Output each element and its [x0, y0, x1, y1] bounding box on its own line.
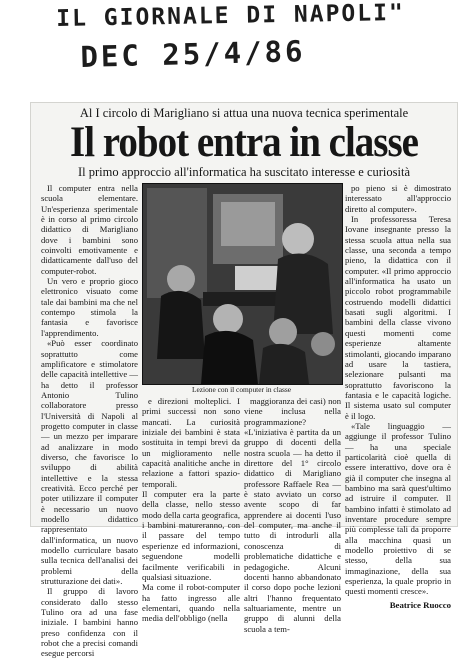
newspaper-clipping [30, 102, 458, 659]
col2-text: e direzioni molteplici. I primi successi non sono mancati. La curiosità iniziale dei bambini è stata sostituita in tempi brevi da un miglioramento nelle capacità analitiche anche in relazione a fattori spazio-temporali. Il computer era la parte della classe, nello stesso modo della carta geografica, i bambini matureranno, con il passare del tempo esperienze ed informazioni, seguendone modelli facilmente verificabili in qualsiasi situazione. Ma come il robot-computer ha fatto ingresso alle elementari, quando nella media dell'obbligo (nella [142, 396, 240, 624]
col1-paragraph: Il computer entra nella scuola elementare. Un'esperienza sperimentale è in corso al primo circolo didattico di Marigliano dove i bambini sono coinvolti emotivamente e didatticamente dall'uso del computer-robot. [41, 183, 138, 276]
article-column-2 [142, 396, 240, 624]
handwritten-source-note: IL GIORNALE DI NAPOLI" [56, 0, 406, 32]
article-column-4 [345, 183, 451, 610]
article-column-3 [244, 396, 341, 634]
col4-paragraph: «Tale linguaggio — aggiunge il professor Tulino — ha una speciale particolarità cioè quella di essere interattivo, dove ora è già il computer che insegna al bambino ma sarà quest'ultimo ad istruire il computer. Il bambino infatti è stimolato ad inventare procedure sempre più complesse tali da proporre alla macchina quasi un modello proiettivo di se stesso, della sua immaginazione, della sua esperienza, la quale proprio in questi momenti cresce». [345, 420, 451, 597]
article-subhead: Il primo approccio all'informatica ha suscitato interesse e curiosità [78, 165, 410, 179]
article-kicker: Al I circolo di Marigliano si attua una nuova tecnica sperimentale [79, 106, 409, 120]
col4-paragraph: po pieno si è dimostrato interessato all'approccio diretto al computer». [345, 183, 451, 214]
article-headline: Il robot entra in classe [70, 117, 418, 166]
photo-caption: Lezione con il computer in classe [191, 385, 292, 394]
article-column-1 [41, 183, 138, 659]
col1-paragraph: Un vero e proprio gioco elettronico visuato come tale dai bambini ma che nel contempo stimola la fantasia e favorisce l'apprendimento. [41, 276, 138, 338]
col1-paragraph: Il gruppo di lavoro considerato dallo stesso Tulino ora ad una fase iniziale. I bambini hanno preso confidenza con il robot che a precisi comandi esegue percorsi [41, 586, 138, 659]
classroom-photo [142, 183, 343, 385]
col4-paragraph: In professoressa Teresa Iovane insegnante presso la stessa scuola attua nella sua classe, una seconda a tempo pieno, la didattica con il computer. «Il primo approccio all'informatica ha usato un piccolo robot programmabile costruendo modelli didattici basati sugli algoritmi. I bambini della classe vivono questi momenti come esperienze altamente stimolanti, giocando imparano ad usare la tastiera, selezionare pulsanti ma soprattutto favoriscono la fantasia e le capacità logiche. Il sistema usato sul computer è il logo. [345, 214, 451, 421]
handwritten-date-note: DEC 25/4/86 [80, 34, 306, 74]
author-signature: Beatrice Ruocco [389, 599, 451, 610]
col1-paragraph: «Può esser coordinato soprattutto come amplificatore e stimolatore delle capacità intellettive — ha detto il professor Antonio Tulino collaboratore presso l'Università di Napoli al progetto computer in classe — un mezzo per imparare ad analizzare in modo diverso, che favorisce lo sviluppo di abilità intellettive e la stessa creatività. Ecco perché per poter utilizzare il computer è necessario un nuovo modello didattico rappresentato dall'informatica, un nuovo modello curriculare basato sulla tecnica dell'analisi dei problemi della strutturazione dei dati». [41, 338, 138, 587]
classroom-photo-illustration [143, 184, 342, 384]
col3-text: maggioranza dei casi) non viene inclusa nella programmazione? «L'iniziativa è partita da un gruppo di docenti della nostra scuola — ha detto il direttore del 1° circolo didattico di Marigliano professore Raffaele Rea — è stato avviato un corso avente scopo di far apprendere ai docenti l'uso del computer, ma anche il tutto di introdurli alla conoscenza di problematiche didattiche e pedagogiche. Alcuni docenti hanno abbandonato il corso dopo poche lezioni altri l'hanno frequentato saltuariamente, mentre un gruppo di alunni della scuola a tem- [244, 396, 341, 634]
